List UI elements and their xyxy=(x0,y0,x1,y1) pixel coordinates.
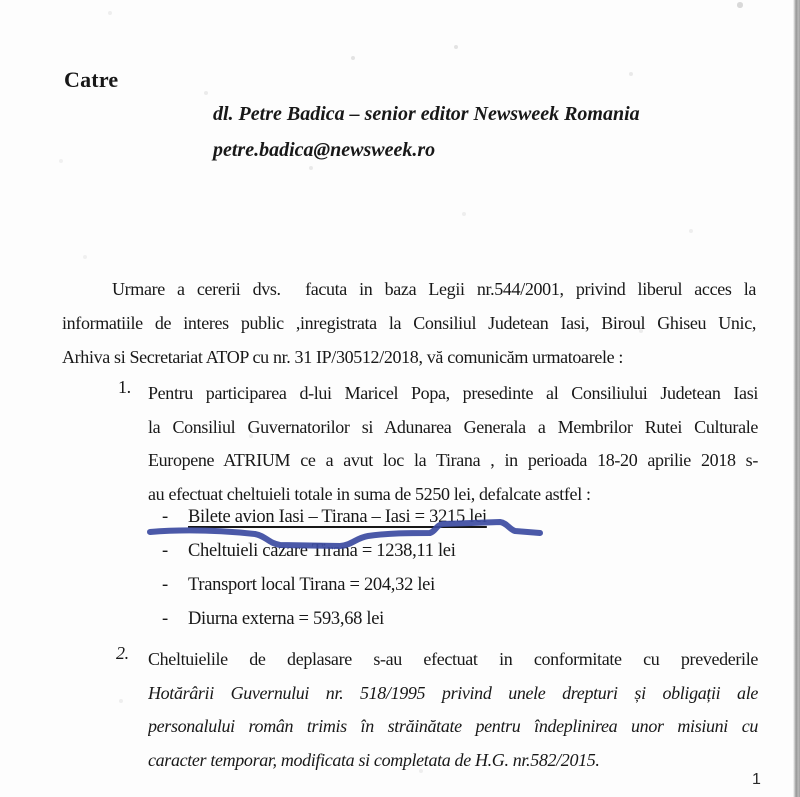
item2-line: caracter temporar, modificata si completata de H.G. nr.582/2015. xyxy=(148,749,600,770)
item1-line: Pentru participarea d-lui Maricel Popa, presedinte al Consiliului Judetean Iasi xyxy=(148,383,758,403)
item1-line: la Consiliul Guvernatorilor si Adunarea Generala a Membrilor Rutei Culturale xyxy=(148,416,758,437)
expense-per-diem-text: Diurna externa = 593,68 lei xyxy=(188,609,385,629)
recipient-email: petre.badica@newsweek.ro xyxy=(213,139,436,161)
expense-row-lodging xyxy=(162,541,456,562)
item2-line: Hotărârii Guvernului nr. 518/1995 privind unele drepturi și obligații ale xyxy=(148,682,758,703)
intro-line: informatiile de interes public ,inregistrata la Consiliul Judetean Iasi, Biroul Ghiseu Unic, xyxy=(62,313,756,333)
bullet-dash: - xyxy=(162,609,168,629)
scan-edge-shadow xyxy=(793,0,800,797)
intro-line: Urmare a cererii dvs. facuta in baza Legii nr.544/2001, privind liberul acces la xyxy=(112,279,756,299)
expense-transport-text: Transport local Tirana = 204,32 lei xyxy=(188,575,435,595)
list-item-2-text xyxy=(148,643,758,777)
page-number: 1 xyxy=(752,771,761,788)
bullet-dash: - xyxy=(162,575,168,595)
item1-line: au efectuat cheltuieli totale in suma de 5250 lei, defalcate astfel : xyxy=(148,483,591,504)
expense-lodging-text: Cheltuieli cazare Tirana = 1238,11 lei xyxy=(188,541,456,561)
recipient-name-line: dl. Petre Badica – senior editor Newsweek Romania xyxy=(213,103,640,125)
bullet-dash: - xyxy=(162,541,168,561)
intro-line: Arhiva si Secretariat ATOP cu nr. 31 IP/30512/2018, vă comunicăm urmatoarele : xyxy=(62,347,624,367)
scan-noise-specks xyxy=(0,0,2,2)
expense-row-per-diem xyxy=(162,609,384,630)
item2-line: Cheltuielile de deplasare s-au efectuat in conformitate cu prevederile xyxy=(148,649,758,669)
bullet-dash: - xyxy=(162,507,168,527)
expense-row-flights xyxy=(162,507,487,528)
list-item-1-text xyxy=(148,377,758,511)
expense-row-transport xyxy=(162,575,435,596)
list-item-2-number: 2. xyxy=(116,643,129,663)
list-item-1-number: 1. xyxy=(118,377,131,397)
item2-line: personalului român trimis în străinătate pentru îndeplinirea unor misiuni cu xyxy=(148,716,758,736)
intro-paragraph xyxy=(62,272,756,374)
item1-line: Europene ATRIUM ce a avut loc la Tirana , in perioada 18-20 aprilie 2018 s- xyxy=(148,450,758,470)
expense-flights-text: Bilete avion Iasi – Tirana – Iasi = 3215 lei xyxy=(188,507,487,527)
recipient-label: Catre xyxy=(64,67,119,92)
